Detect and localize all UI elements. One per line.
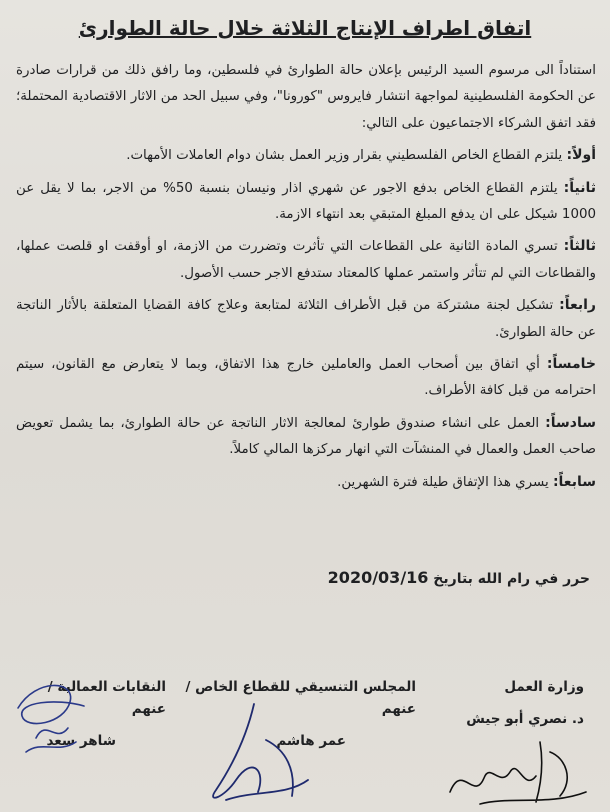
clause-text: يلتزم القطاع الخاص الفلسطيني بقرار وزير العمل بشان دوام العاملات الأمهات.	[126, 148, 563, 164]
clause-label: رابعاً:	[559, 297, 596, 314]
clause-1	[16, 142, 596, 169]
clause-4	[16, 292, 596, 346]
signatory-org: وزارة العمل	[504, 679, 584, 695]
signatory-org: النقابات العمالية / عنهم	[47, 679, 166, 717]
clause-text: يسري هذا الإتفاق طيلة فترة الشهرين.	[337, 474, 549, 490]
clause-label: سادساً:	[545, 414, 596, 431]
signatory-name: شاهر سعد	[46, 733, 116, 749]
clause-label: سابعاً:	[552, 473, 596, 490]
document-title: اتفاق اطراف الإنتاج الثلاثة خلال حالة الطوارئ	[78, 16, 532, 40]
ministry-signature-icon	[440, 722, 590, 810]
clause-text: العمل على انشاء صندوق طوارئ لمعالجة الاثار الناتجة عن حالة الطوارئ، بما يشمل تعويض صاحب العمل والعمال في المنشآت التي انهار مركزها المالي كاملاً.	[16, 415, 596, 458]
clause-3	[16, 233, 596, 287]
clause-label: خامساً:	[546, 356, 596, 373]
clause-text: أي اتفاق بين أصحاب العمل والعاملين خارج هذا الاتفاق، وبما لا يتعارض مع القانون، سيتم احترامه من قبل كافة الأطراف.	[16, 357, 596, 399]
clause-label: ثانياً:	[563, 179, 596, 196]
document-body	[16, 58, 596, 501]
clause-6	[16, 410, 596, 464]
signatory-org: المجلس التنسيقي للقطاع الخاص / عنهم	[185, 679, 416, 717]
signatory-private-sector	[176, 676, 416, 752]
intro-paragraph: استناداً الى مرسوم السيد الرئيس بإعلان حالة الطوارئ في فلسطين، وما رافق ذلك من قرارات صادرة عن الحكومة الفلسطينية لمواجهة انتشار فايروس "كورونا"، وفي سبيل الحد من الاثار الاقتصادية المحتملة؛ فقد اتفق الشركاء الاجتماعيون على التالي:	[16, 63, 596, 131]
signatory-name: د. نصري أبو جيش	[466, 711, 584, 727]
clause-text: يلتزم القطاع الخاص بدفع الاجور عن شهري اذار ونيسان بنسبة 50% من الاجر، بما لا يقل عن 1000 شيكل على ان يدفع المبلغ المتبقي بعد انتهاء الازمة.	[16, 180, 596, 223]
clause-5	[16, 351, 596, 405]
signatory-ministry	[424, 676, 584, 730]
signing-date: 2020/03/16	[327, 568, 429, 587]
signatory-unions	[16, 676, 166, 752]
signing-place-date	[0, 568, 590, 587]
clause-label: أولاً:	[566, 147, 596, 164]
clause-text: تشكيل لجنة مشتركة من قبل الأطراف الثلاثة لمتابعة وعلاج كافة القضايا المتعلقة بالأثار الناتجة عن حالة الطوارئ.	[16, 298, 596, 340]
signatory-name: عمر هاشم	[276, 733, 346, 749]
clause-label: ثالثاً:	[563, 238, 596, 255]
clause-7	[16, 469, 596, 496]
signing-prefix: حرر في رام الله بتاريخ	[433, 571, 590, 587]
clause-text: تسري المادة الثانية على القطاعات التي تأثرت وتضررت من الازمة، او أوقفت او قلصت عملها، والقطاعات التي لم تتأثر واستمر عملها كالمعتاد ستدفع الاجر حسب الأصول.	[16, 239, 596, 281]
clause-2	[16, 175, 596, 229]
